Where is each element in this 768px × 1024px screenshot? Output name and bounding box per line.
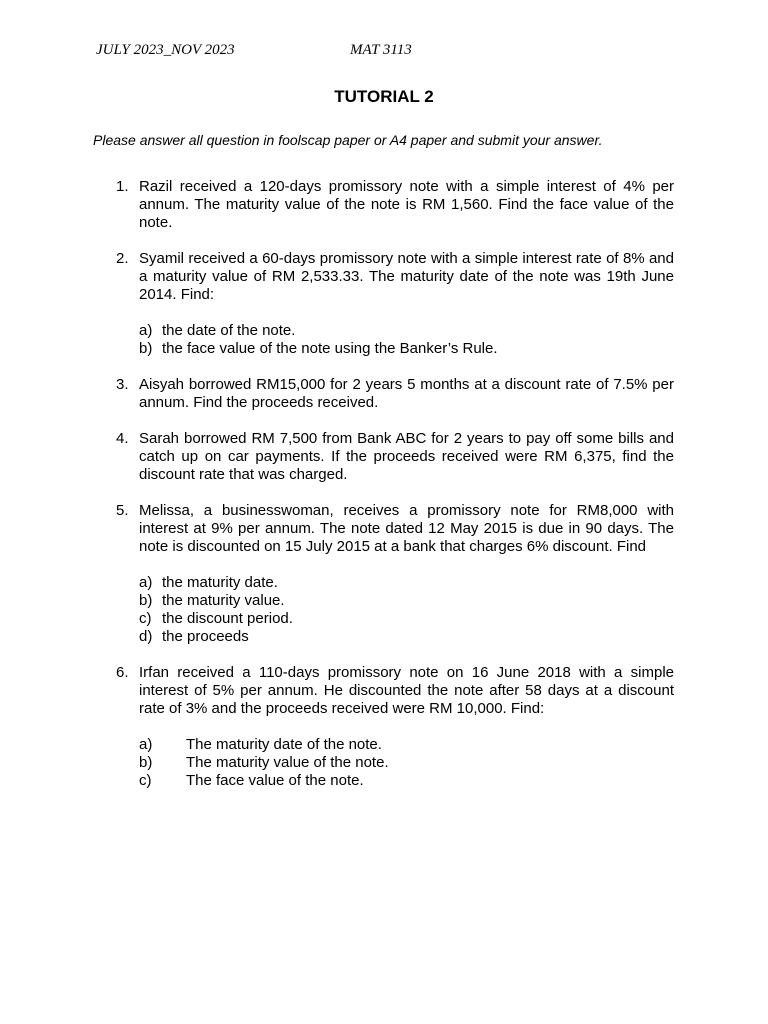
- sub-question: [139, 610, 674, 628]
- sub-question-label: d): [139, 628, 153, 645]
- sub-question-label: b): [139, 340, 153, 357]
- sub-question-text: The maturity date of the note.: [186, 736, 382, 753]
- sub-question-label: a): [139, 574, 153, 591]
- question-number: 1.: [116, 178, 129, 195]
- question-text: Sarah borrowed RM 7,500 from Bank ABC for 2 years to pay off some bills and catch up on car payments. If the proceeds received were RM 6,375, find the discount rate that was charged.: [139, 430, 674, 483]
- sub-question-text: The face value of the note.: [186, 772, 364, 789]
- question-body: [139, 376, 674, 412]
- sub-question-label: a): [139, 322, 153, 339]
- question-body: [139, 664, 674, 790]
- sub-question-label: a): [139, 736, 153, 753]
- sub-question-label: c): [139, 610, 152, 627]
- sub-question: [139, 736, 674, 754]
- question-number: 6.: [116, 664, 129, 681]
- question-number: 2.: [116, 250, 129, 267]
- question-number: 3.: [116, 376, 129, 393]
- sub-question-label: b): [139, 754, 153, 771]
- sub-question: [139, 592, 674, 610]
- question-text: Irfan received a 110-days promissory note on 16 June 2018 with a simple interest of 5% per annum. He discounted the note after 58 days at a discount rate of 3% and the proceeds received were RM 10,000. Find:: [139, 664, 674, 717]
- question-body: [139, 178, 674, 232]
- instruction-text: Please answer all question in foolscap paper or A4 paper and submit your answer.: [93, 132, 603, 148]
- sub-question-list: [139, 322, 674, 358]
- sub-question-text: the discount period.: [162, 610, 293, 627]
- question-text: Syamil received a 60-days promissory note with a simple interest rate of 8% and a maturity value of RM 2,533.33. The maturity date of the note was 19th June 2014. Find:: [139, 250, 674, 303]
- question-body: [139, 502, 674, 646]
- question-list: [116, 178, 674, 808]
- sub-question: [139, 772, 674, 790]
- sub-question-text: the proceeds: [162, 628, 249, 645]
- question-number: 5.: [116, 502, 129, 519]
- question-4: [116, 430, 674, 484]
- sub-question-label: c): [139, 772, 152, 789]
- header-semester: JULY 2023_NOV 2023: [96, 42, 235, 58]
- question-text: Razil received a 120-days promissory note with a simple interest of 4% per annum. The maturity value of the note is RM 1,560. Find the face value of the note.: [139, 178, 674, 231]
- sub-question: [139, 574, 674, 592]
- sub-question: [139, 340, 674, 358]
- question-text: Melissa, a businesswoman, receives a promissory note for RM8,000 with interest at 9% per annum. The note dated 12 May 2015 is due in 90 days. The note is discounted on 15 July 2015 at a bank that charges 6% discount. Find: [139, 502, 674, 555]
- question-3: [116, 376, 674, 412]
- question-6: [116, 664, 674, 790]
- sub-question: [139, 322, 674, 340]
- question-number: 4.: [116, 430, 129, 447]
- sub-question-text: the face value of the note using the Banker’s Rule.: [162, 340, 498, 357]
- question-body: [139, 430, 674, 484]
- question-1: [116, 178, 674, 232]
- header-course-code: MAT 3113: [350, 42, 412, 58]
- sub-question-text: the date of the note.: [162, 322, 296, 339]
- sub-question: [139, 628, 674, 646]
- sub-question-text: the maturity date.: [162, 574, 278, 591]
- sub-question: [139, 754, 674, 772]
- sub-question-list: [139, 574, 674, 646]
- sub-question-text: The maturity value of the note.: [186, 754, 389, 771]
- sub-question-text: the maturity value.: [162, 592, 285, 609]
- question-2: [116, 250, 674, 358]
- question-5: [116, 502, 674, 646]
- question-text: Aisyah borrowed RM15,000 for 2 years 5 months at a discount rate of 7.5% per annum. Find the proceeds received.: [139, 376, 674, 411]
- question-body: [139, 250, 674, 358]
- page-title: TUTORIAL 2: [334, 87, 434, 106]
- sub-question-label: b): [139, 592, 153, 609]
- sub-question-list: [139, 736, 674, 790]
